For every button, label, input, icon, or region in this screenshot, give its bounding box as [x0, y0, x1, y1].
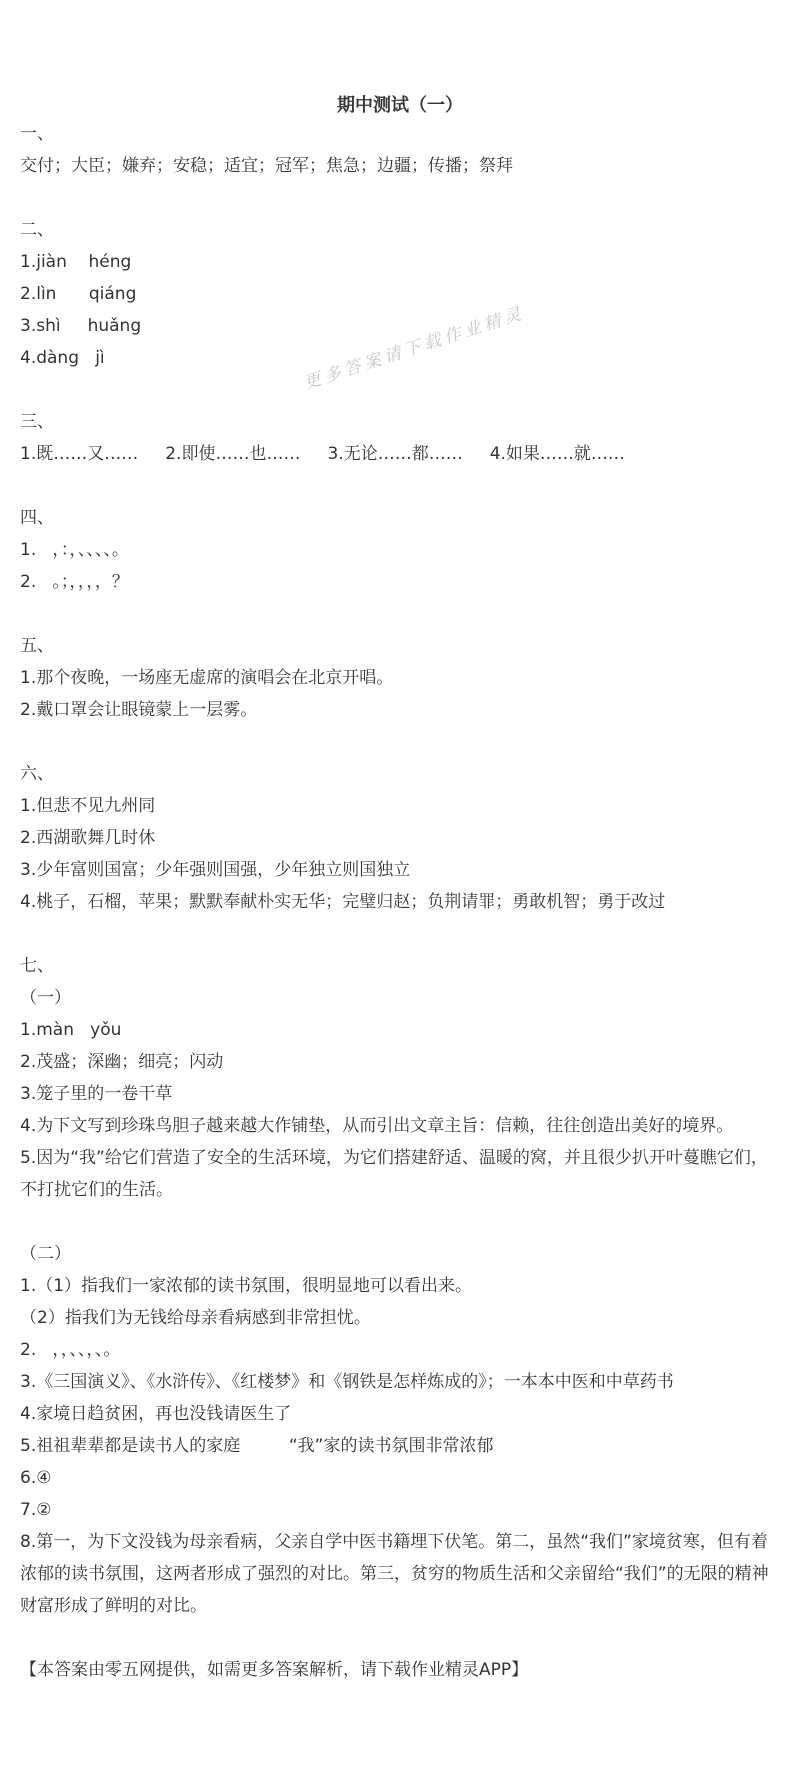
section-5-heading: 五、: [20, 636, 54, 656]
section-6-line-3: 3.少年富则国富；少年强则国强，少年独立则国独立: [20, 860, 411, 880]
answer-document: [20, 88, 780, 1686]
section-3-heading: 三、: [20, 412, 54, 432]
section-7-part-2-line-8: 7.②: [20, 1500, 52, 1520]
section-7-heading: 七、: [20, 956, 54, 976]
section-5-line-1: 1.那个夜晚，一场座无虚席的演唱会在北京开唱。: [20, 668, 394, 688]
section-7-part-1-line-2: 2.茂盛；深幽；细亮；闪动: [20, 1052, 224, 1072]
section-7-part-1-heading: （一）: [20, 988, 71, 1008]
section-7-part-2-line-2: （2）指我们为无钱给母亲看病感到非常担忧。: [20, 1308, 371, 1328]
watermark-text: 更多答案请下载作业精灵: [301, 303, 528, 394]
section-4-heading: 四、: [20, 508, 54, 528]
section-2-line-3: 3.shì huǎng: [20, 316, 142, 336]
section-7-part-2-heading: （二）: [20, 1244, 71, 1264]
section-2-line-2: 2.lìn qiáng: [20, 284, 137, 304]
section-4-line-2: 2. 。；，，，，？: [20, 572, 129, 592]
section-6-line-1: 1.但悲不见九州同: [20, 796, 156, 816]
section-2-heading: 二、: [20, 220, 54, 240]
section-2-line-1: 1.jiàn héng: [20, 252, 132, 272]
section-7-part-2-line-1: 1.（1）指我们一家浓郁的读书氛围，很明显地可以看出来。: [20, 1276, 473, 1296]
section-7-part-2-line-6: 5.祖祖辈辈都是读书人的家庭 “我”家的读书氛围非常浓郁: [20, 1436, 494, 1456]
section-7-part-1-line-3: 3.笼子里的一卷干草: [20, 1084, 173, 1104]
section-7-part-2-line-7: 6.④: [20, 1468, 52, 1488]
footer-note: 【本答案由零五网提供，如需更多答案解析，请下载作业精灵APP】: [20, 1660, 529, 1680]
section-1-line-1: 交付；大臣；嫌弃；安稳；适宜；冠军；焦急；边疆；传播；祭拜: [20, 156, 513, 176]
page-title: 期中测试（一）: [337, 95, 463, 116]
section-3-line-1: 1.既……又…… 2.即使……也…… 3.无论……都…… 4.如果……就……: [20, 444, 625, 464]
section-7-part-2-line-3: 2. ，，、、，、。: [20, 1340, 121, 1360]
section-5-line-2: 2.戴口罩会让眼镜蒙上一层雾。: [20, 700, 258, 720]
section-1-heading: 一、: [20, 124, 54, 144]
section-6-line-4: 4.桃子，石榴，苹果；默默奉献朴实无华；完璧归赵；负荆请罪；勇敢机智；勇于改过: [20, 892, 666, 912]
section-4-line-1: 1. ，：，、、、、。: [20, 540, 129, 560]
section-7-part-2-line-4: 3.《三国演义》、《水浒传》、《红楼梦》和《钢铁是怎样炼成的》；一本本中医和中草药书: [20, 1372, 674, 1392]
section-7-part-1-line-4: 4.为下文写到珍珠鸟胆子越来越大作铺垫，从而引出文章主旨：信赖，往往创造出美好的境界。: [20, 1116, 734, 1136]
section-7-part-2-line-9: 8.第一，为下文没钱为母亲看病，父亲自学中医书籍埋下伏笔。第二，虽然“我们”家境贫寒，但有着浓郁的读书氛围，这两者形成了强烈的对比。第三，贫穷的物质生活和父亲留给“我们”的无限的精神财富形成了鲜明的对比。: [20, 1532, 769, 1616]
section-7-part-1-line-5: 5.因为“我”给它们营造了安全的生活环境，为它们搭建舒适、温暖的窝，并且很少扒开叶蔓瞧它们，不打扰它们的生活。: [20, 1148, 768, 1200]
section-7-part-1-line-1: 1.màn yǒu: [20, 1020, 122, 1040]
section-2-line-4: 4.dàng jì: [20, 348, 105, 368]
section-6-line-2: 2.西湖歌舞几时休: [20, 828, 156, 848]
section-7-part-2-line-5: 4.家境日趋贫困，再也没钱请医生了: [20, 1404, 292, 1424]
section-6-heading: 六、: [20, 764, 54, 784]
